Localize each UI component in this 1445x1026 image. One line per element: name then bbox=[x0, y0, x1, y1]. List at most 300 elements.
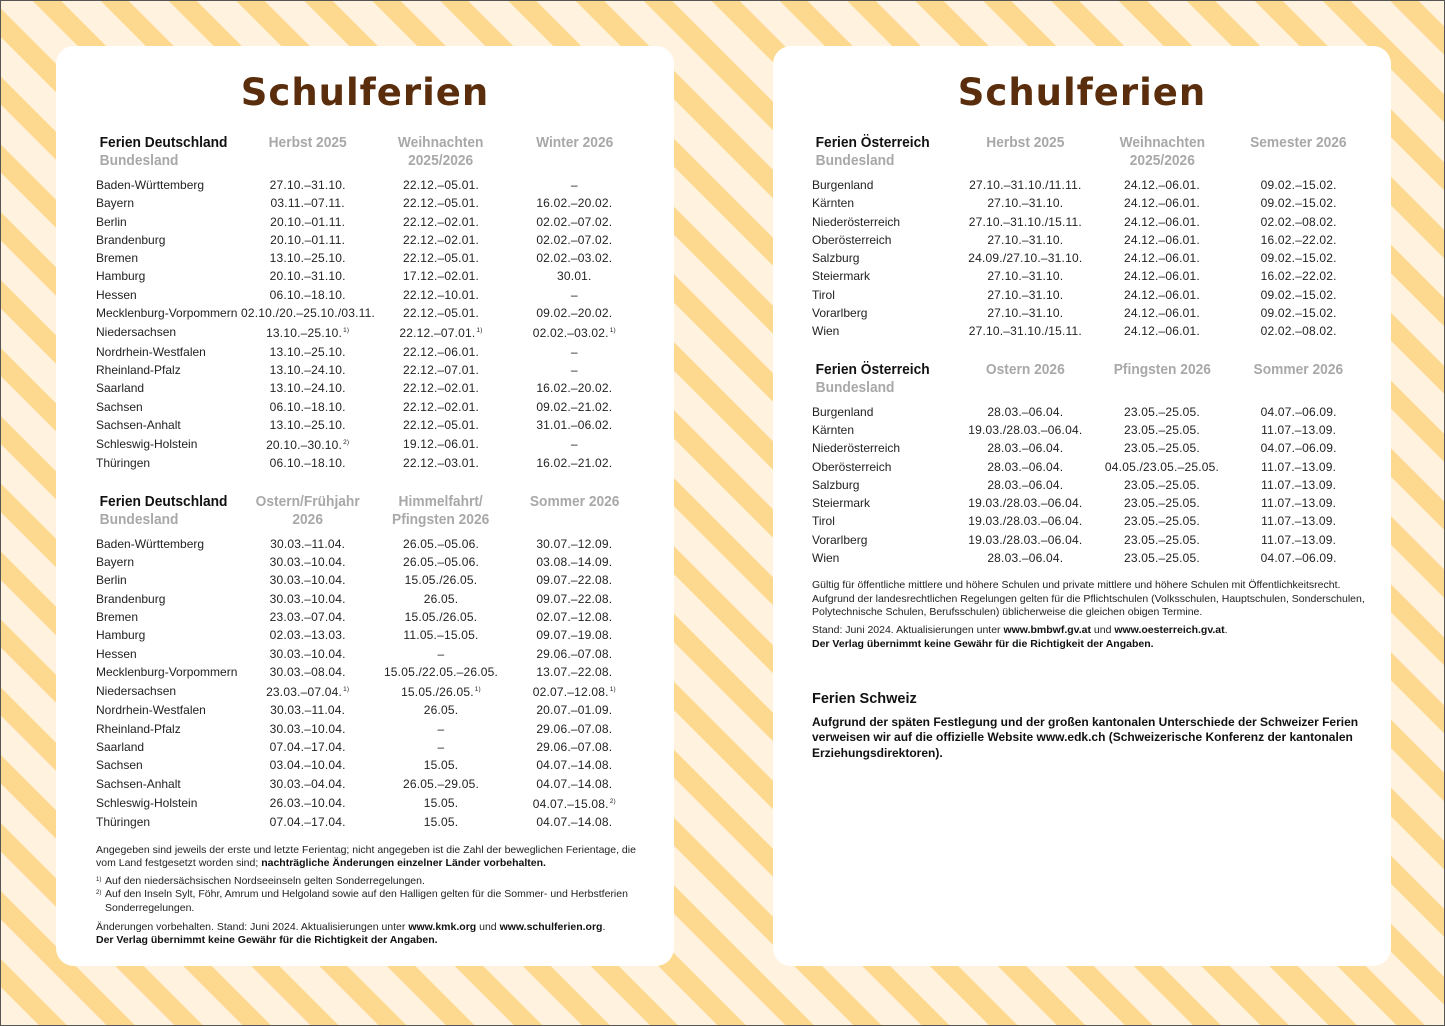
holiday-dates: 03.08.–14.09. bbox=[536, 555, 613, 570]
table-row bbox=[96, 194, 641, 212]
state-name: Steiermark bbox=[812, 269, 871, 284]
table-row bbox=[812, 249, 1367, 267]
holiday-dates: 27.10.–31.10. bbox=[987, 269, 1064, 284]
holiday-dates: 16.02.–20.02. bbox=[536, 196, 613, 211]
holiday-dates: 30.03.–08.04. bbox=[269, 664, 346, 679]
state-name: Kärnten bbox=[812, 196, 855, 211]
holiday-dates: 27.10.–31.10. bbox=[269, 178, 346, 192]
holiday-dates: 22.12.–02.01. bbox=[402, 381, 479, 396]
column-header: Sommer 2026 bbox=[529, 493, 620, 510]
table-row bbox=[96, 756, 641, 774]
table-row bbox=[96, 213, 641, 231]
holiday-dates: 22.12.–02.01. bbox=[402, 399, 479, 414]
holiday-dates: – bbox=[570, 437, 578, 452]
holiday-dates: 19.03./28.03.–06.04. bbox=[968, 496, 1083, 511]
state-name: Brandenburg bbox=[96, 232, 166, 247]
table-row bbox=[96, 454, 641, 472]
holiday-dates: 24.12.–06.01. bbox=[1123, 196, 1200, 211]
holiday-dates: 24.12.–06.01. bbox=[1123, 324, 1200, 339]
holiday-dates: 17.12.–02.01. bbox=[402, 269, 479, 284]
column-header: Semester 2026 bbox=[1250, 135, 1347, 151]
table-header-row bbox=[96, 134, 641, 176]
table-row bbox=[812, 458, 1367, 476]
holiday-dates: 15.05./26.05. bbox=[404, 573, 478, 588]
column-header: Himmelfahrt/ Pfingsten 2026 bbox=[392, 493, 490, 528]
holiday-dates: 11.07.–13.09. bbox=[1261, 422, 1337, 437]
holiday-dates: 02.03.–13.03. bbox=[269, 628, 346, 643]
state-name: Salzburg bbox=[812, 477, 860, 492]
holiday-dates: 26.05.–05.06. bbox=[402, 536, 479, 551]
holiday-dates: 15.05./26.05.$^{1)}$ bbox=[401, 685, 481, 700]
table-row bbox=[812, 476, 1367, 494]
holiday-dates: 02.07.–12.08. bbox=[536, 609, 613, 624]
holiday-dates: 04.07.–06.09. bbox=[1260, 441, 1337, 456]
holiday-dates: 15.05. bbox=[423, 795, 459, 810]
holiday-dates: 24.12.–06.01. bbox=[1123, 287, 1200, 302]
holiday-dates: 29.06.–07.08. bbox=[536, 740, 613, 755]
state-name: Thüringen bbox=[96, 456, 151, 471]
state-name: Oberösterreich bbox=[812, 232, 892, 247]
holiday-dates: 24.12.–06.01. bbox=[1123, 232, 1200, 247]
holiday-dates: 30.03.–10.04. bbox=[269, 646, 346, 661]
table-header-row bbox=[812, 134, 1367, 176]
page-title: Schulferien bbox=[957, 71, 1207, 114]
holiday-dates: 23.05.–25.05. bbox=[1123, 404, 1200, 419]
holiday-dates: 09.07.–19.08. bbox=[536, 628, 613, 643]
table-row bbox=[812, 231, 1367, 249]
holiday-dates: 09.02.–21.02. bbox=[536, 399, 613, 414]
holiday-dates: 28.03.–06.04. bbox=[987, 404, 1064, 419]
holiday-dates: 30.03.–10.04. bbox=[269, 573, 346, 588]
table-row bbox=[96, 645, 641, 663]
table-row bbox=[812, 213, 1367, 231]
column-header: Herbst 2025 bbox=[268, 135, 347, 151]
holiday-dates: 06.10.–18.10. bbox=[269, 456, 346, 471]
holiday-dates: 30.03.–10.04. bbox=[269, 555, 346, 570]
state-name: Niederösterreich bbox=[812, 214, 901, 229]
state-name: Bremen bbox=[96, 609, 139, 624]
state-name: Nordrhein-Westfalen bbox=[96, 344, 206, 359]
holiday-dates: 04.07.–14.08. bbox=[536, 776, 613, 791]
swiss-section-title: Ferien Schweiz bbox=[812, 690, 917, 707]
holiday-dates: 24.12.–06.01. bbox=[1123, 214, 1200, 229]
holiday-dates: 23.03.–07.04. bbox=[269, 609, 346, 624]
holiday-dates: 28.03.–06.04. bbox=[987, 459, 1064, 474]
table-row bbox=[96, 793, 641, 813]
state-name: Baden-Württemberg bbox=[96, 536, 205, 551]
holiday-dates: 16.02.–22.02. bbox=[1260, 232, 1337, 247]
holiday-dates: – bbox=[570, 344, 578, 359]
holiday-dates: 24.12.–06.01. bbox=[1123, 251, 1200, 266]
table-row bbox=[96, 379, 641, 397]
column-header: Herbst 2025 bbox=[986, 135, 1065, 151]
austria-panel bbox=[773, 46, 1391, 966]
holiday-dates: 26.03.–10.04. bbox=[269, 795, 346, 810]
holiday-dates: 31.01.–06.02. bbox=[536, 417, 613, 432]
holiday-dates: 13.10.–25.10. bbox=[269, 251, 346, 266]
disclaimer: Der Verlag übernimmt keine Gewähr für die Richtigkeit der Angaben. bbox=[812, 637, 1154, 650]
holiday-dates: 28.03.–06.04. bbox=[987, 477, 1064, 492]
holiday-dates: 28.03.–06.04. bbox=[987, 551, 1064, 566]
holiday-dates: 04.05./23.05.–25.05. bbox=[1104, 459, 1220, 474]
table-row bbox=[96, 701, 641, 719]
disclaimer: Der Verlag übernimmt keine Gewähr für die Richtigkeit der Angaben. bbox=[96, 934, 438, 947]
holiday-dates: 02.07.–12.08.$^{1)}$ bbox=[532, 685, 616, 700]
holiday-dates: 15.05. bbox=[423, 815, 459, 830]
holiday-dates: 02.10./20.–25.10./03.11. bbox=[241, 306, 376, 321]
holiday-dates: 24.12.–06.01. bbox=[1123, 306, 1200, 321]
germany-table-autumn-winter bbox=[96, 134, 641, 473]
holiday-dates: – bbox=[437, 740, 445, 755]
holiday-dates: 02.02.–08.02. bbox=[1260, 324, 1337, 339]
holiday-dates: 04.07.–06.09. bbox=[1260, 551, 1337, 566]
table-row bbox=[96, 304, 641, 322]
footnote-mark: 1) bbox=[476, 327, 483, 335]
holiday-dates: 27.10.–31.10. bbox=[987, 196, 1064, 211]
state-name: Hessen bbox=[96, 646, 137, 661]
holiday-dates: 09.07.–22.08. bbox=[536, 591, 613, 606]
holiday-dates: 20.07.–01.09. bbox=[536, 703, 613, 718]
state-name: Niedersachsen bbox=[96, 325, 177, 340]
holiday-dates: 23.03.–07.04.$^{1)}$ bbox=[266, 685, 350, 700]
link-bmbwf[interactable]: www.bmbwf.gv.at bbox=[1003, 624, 1091, 637]
holiday-dates: 15.05./26.05. bbox=[404, 609, 478, 624]
holiday-dates: 20.10.–31.10. bbox=[269, 269, 346, 284]
table-row bbox=[812, 512, 1367, 530]
holiday-dates: 22.12.–05.01. bbox=[402, 306, 479, 321]
holiday-dates: 13.07.–22.08. bbox=[536, 664, 613, 679]
holiday-dates: 09.02.–15.02. bbox=[1260, 306, 1337, 321]
holiday-dates: 24.12.–06.01. bbox=[1123, 269, 1200, 284]
table-row bbox=[812, 531, 1367, 549]
table-row bbox=[812, 549, 1367, 567]
germany-content bbox=[96, 134, 641, 953]
footnote-2: 2) Auf den Inseln Sylt, Föhr, Amrum und Helgoland sowie auf den Halligen gelten für die Sommer- und Herbstferien Sonderregelungen. bbox=[96, 888, 628, 914]
holiday-dates: 04.07.–14.08. bbox=[536, 758, 613, 773]
holiday-dates: 02.02.–03.02. bbox=[536, 251, 613, 266]
holiday-dates: 16.02.–22.02. bbox=[1260, 269, 1337, 284]
holiday-dates: 30.03.–10.04. bbox=[269, 591, 346, 606]
state-name: Wien bbox=[812, 324, 840, 339]
holiday-dates: 20.10.–30.10.$^{2)}$ bbox=[266, 438, 350, 453]
footnote-1: 1) Auf den niedersächsischen Nordseeinseln gelten Sonderregelungen. bbox=[96, 875, 425, 888]
holiday-dates: 22.12.–05.01. bbox=[402, 251, 479, 266]
holiday-dates: 15.05. bbox=[423, 758, 459, 773]
holiday-dates: 11.05.–15.05. bbox=[403, 628, 479, 643]
germany-panel bbox=[56, 46, 674, 966]
swiss-section-text: Aufgrund der späten Festlegung und der großen kantonalen Unterschiede der Schweizer Ferien verweisen wir auf die offizielle Website www.edk.ch (Schweizerische Konferenz der kantonalen Erziehungsdirektoren). bbox=[812, 714, 1359, 760]
stand-note: Stand: Juni 2024. Aktualisierungen unter www.bmbwf.gv.at und www.oesterreich.gv.at. Der Verlag übernimmt keine Gewähr für die Richtigkeit der Angaben. bbox=[812, 624, 1228, 650]
holiday-dates: 04.07.–14.08. bbox=[536, 815, 613, 830]
state-name: Burgenland bbox=[812, 404, 874, 419]
column-header-bundesland: Ferien Österreich Bundesland bbox=[815, 135, 930, 169]
holiday-dates: 02.02.–08.02. bbox=[1260, 214, 1337, 229]
state-name: Bremen bbox=[96, 251, 139, 266]
holiday-dates: – bbox=[570, 362, 578, 377]
holiday-dates: 23.05.–25.05. bbox=[1123, 477, 1200, 492]
footnote-mark: 1) bbox=[609, 686, 616, 694]
holiday-dates: 19.12.–06.01. bbox=[402, 437, 479, 452]
holiday-dates: 02.02.–07.02. bbox=[536, 214, 613, 229]
holiday-dates: 28.03.–06.04. bbox=[987, 441, 1064, 456]
austria-notes bbox=[812, 579, 1367, 650]
state-name: Sachsen-Anhalt bbox=[96, 776, 181, 791]
table-row bbox=[96, 434, 641, 454]
table-row bbox=[96, 663, 641, 681]
holiday-dates: 26.05.–29.05. bbox=[402, 776, 479, 791]
holiday-dates: 23.05.–25.05. bbox=[1123, 422, 1200, 437]
state-name: Mecklenburg-Vorpommern bbox=[96, 664, 238, 679]
holiday-dates: 02.02.–07.02. bbox=[536, 232, 613, 247]
holiday-dates: 11.07.–13.09. bbox=[1261, 496, 1337, 511]
state-name: Oberösterreich bbox=[812, 459, 892, 474]
table-row bbox=[96, 267, 641, 285]
germany-table-spring-summer bbox=[96, 493, 641, 832]
state-name: Sachsen-Anhalt bbox=[96, 417, 181, 432]
holiday-dates: 22.12.–07.01.$^{1)}$ bbox=[399, 326, 483, 341]
holiday-dates: 22.12.–03.01. bbox=[402, 456, 479, 471]
state-name: Rheinland-Pfalz bbox=[96, 362, 181, 377]
table-row bbox=[96, 231, 641, 249]
holiday-dates: 23.05.–25.05. bbox=[1123, 496, 1200, 511]
column-header: Pfingsten 2026 bbox=[1113, 361, 1211, 378]
holiday-dates: 30.01. bbox=[557, 269, 592, 284]
table-row bbox=[812, 322, 1367, 340]
table-row bbox=[96, 720, 641, 738]
state-name: Niederösterreich bbox=[812, 441, 901, 456]
state-name: Tirol bbox=[812, 514, 835, 529]
holiday-dates: 13.10.–25.10. bbox=[269, 344, 346, 359]
holiday-dates: 07.04.–17.04. bbox=[269, 815, 346, 830]
footnote-mark: 1) bbox=[474, 686, 481, 694]
holiday-dates: 26.05. bbox=[423, 591, 459, 606]
holiday-dates: 11.07.–13.09. bbox=[1261, 477, 1337, 492]
holiday-dates: – bbox=[437, 646, 445, 661]
state-name: Berlin bbox=[96, 214, 127, 229]
holiday-dates: 30.07.–12.09. bbox=[536, 536, 613, 551]
holiday-dates: 22.12.–05.01. bbox=[402, 417, 479, 432]
holiday-dates: 23.05.–25.05. bbox=[1123, 514, 1200, 529]
holiday-dates: – bbox=[570, 287, 578, 302]
holiday-dates: 02.02.–03.02.$^{1)}$ bbox=[532, 326, 616, 341]
state-name: Wien bbox=[812, 551, 840, 566]
holiday-dates: 27.10.–31.10. bbox=[987, 287, 1064, 302]
state-name: Steiermark bbox=[812, 496, 871, 511]
holiday-dates: 19.03./28.03.–06.04. bbox=[968, 514, 1083, 529]
state-name: Tirol bbox=[812, 287, 835, 302]
holiday-dates: 06.10.–18.10. bbox=[269, 287, 346, 302]
column-header: Ostern/Frühjahr 2026 bbox=[255, 493, 360, 528]
holiday-dates: 30.03.–10.04. bbox=[269, 721, 346, 736]
state-name: Berlin bbox=[96, 573, 127, 588]
state-name: Sachsen bbox=[96, 399, 143, 414]
holiday-dates: 23.05.–25.05. bbox=[1123, 551, 1200, 566]
state-name: Rheinland-Pfalz bbox=[96, 721, 181, 736]
state-name: Baden-Württemberg bbox=[96, 178, 205, 192]
holiday-dates: 22.12.–10.01. bbox=[402, 287, 479, 302]
holiday-dates: 24.12.–06.01. bbox=[1123, 178, 1200, 192]
table-row bbox=[96, 608, 641, 626]
holiday-dates: 22.12.–07.01. bbox=[402, 362, 479, 377]
holiday-dates: 20.10.–01.11. bbox=[270, 232, 346, 247]
table-row bbox=[96, 416, 641, 434]
holiday-dates: 30.03.–11.04. bbox=[270, 703, 346, 718]
holiday-dates: 07.04.–17.04. bbox=[269, 740, 346, 755]
holiday-dates: 13.10.–25.10.$^{1)}$ bbox=[266, 326, 350, 341]
holiday-dates: 16.02.–20.02. bbox=[536, 381, 613, 396]
holiday-dates: 23.05.–25.05. bbox=[1123, 532, 1200, 547]
holiday-dates: 09.02.–15.02. bbox=[1260, 178, 1337, 192]
table-row bbox=[96, 322, 641, 342]
table-row bbox=[96, 738, 641, 756]
column-header-bundesland: Ferien Deutschland Bundesland bbox=[99, 135, 228, 169]
footnote-mark: 2) bbox=[343, 439, 350, 447]
state-name: Hessen bbox=[96, 287, 137, 302]
holiday-dates: 11.07.–13.09. bbox=[1261, 514, 1337, 529]
holiday-dates: 09.02.–15.02. bbox=[1260, 251, 1337, 266]
footnote-mark: 1) bbox=[609, 327, 616, 335]
link-kmk[interactable]: www.kmk.org bbox=[408, 920, 477, 933]
table-row bbox=[812, 421, 1367, 439]
validity-note: Gültig für öffentliche mittlere und höhere Schulen und private mittlere und höhere Schulen mit Öffentlichkeitsrecht. Aufgrund der landesrechtlichen Regelungen gelten für die Pflichtschulen (Volksschulen, Hauptschulen, Sonderschulen, Polytechnische Schulen, Berufsschulen) üblicherweise die gleichen obigen Termine. bbox=[812, 579, 1365, 618]
state-name: Niedersachsen bbox=[96, 684, 177, 699]
state-name: Saarland bbox=[96, 740, 145, 755]
footnote-mark: 2) bbox=[609, 797, 616, 805]
table-row bbox=[96, 176, 641, 194]
table-row bbox=[96, 553, 641, 571]
table-row bbox=[812, 267, 1367, 285]
holiday-dates: 20.10.–01.11. bbox=[270, 214, 346, 229]
holiday-dates: 19.03./28.03.–06.04. bbox=[968, 422, 1083, 437]
page-title: Schulferien bbox=[240, 71, 490, 114]
holiday-dates: 04.07.–15.08.$^{2)}$ bbox=[532, 796, 616, 811]
state-name: Vorarlberg bbox=[812, 532, 868, 547]
state-name: Saarland bbox=[96, 381, 145, 396]
holiday-dates: 27.10.–31.10./15.11. bbox=[968, 214, 1082, 229]
holiday-dates: 27.10.–31.10./11.11. bbox=[969, 178, 1082, 192]
intro-note: Angegeben sind jeweils der erste und letzte Ferientag; nicht angegeben ist die Zahl der beweglichen Ferientage, die vom Land festgesetzt worden sind; nachträgliche Änderungen einzelner Länder vorbehalten. bbox=[96, 843, 636, 869]
state-name: Burgenland bbox=[812, 178, 874, 192]
holiday-dates: 09.02.–15.02. bbox=[1260, 287, 1337, 302]
stand-note: Änderungen vorbehalten. Stand: Juni 2024. Aktualisierungen unter www.kmk.org und www.schulferien.org. Der Verlag übernimmt keine Gewähr für die Richtigkeit der Angaben. bbox=[96, 920, 606, 947]
table-row bbox=[96, 571, 641, 589]
table-row bbox=[812, 286, 1367, 304]
state-name: Schleswig-Holstein bbox=[96, 437, 198, 452]
table-row bbox=[96, 535, 641, 553]
state-name: Thüringen bbox=[96, 815, 151, 830]
holiday-dates: 30.03.–11.04. bbox=[270, 536, 346, 551]
holiday-dates: 24.09./27.10.–31.10. bbox=[968, 251, 1083, 266]
state-name: Brandenburg bbox=[96, 591, 166, 606]
holiday-dates: 29.06.–07.08. bbox=[536, 646, 613, 661]
state-name: Kärnten bbox=[812, 422, 855, 437]
table-row bbox=[812, 403, 1367, 421]
column-header: Weihnachten 2025/2026 bbox=[1119, 135, 1205, 169]
state-name: Sachsen bbox=[96, 758, 143, 773]
state-name: Hamburg bbox=[96, 269, 146, 284]
table-row bbox=[812, 304, 1367, 322]
column-header: Weihnachten 2025/2026 bbox=[398, 135, 484, 169]
holiday-dates: 09.02.–15.02. bbox=[1260, 196, 1337, 211]
holiday-dates: 29.06.–07.08. bbox=[536, 721, 613, 736]
holiday-dates: 13.10.–24.10. bbox=[269, 362, 346, 377]
holiday-dates: 26.05. bbox=[423, 703, 459, 718]
column-header-bundesland: Ferien Deutschland Bundesland bbox=[99, 493, 228, 528]
state-name: Vorarlberg bbox=[812, 306, 868, 321]
table-row bbox=[96, 681, 641, 701]
column-header: Ostern 2026 bbox=[985, 361, 1065, 378]
holiday-dates: – bbox=[570, 178, 578, 192]
table-row bbox=[96, 590, 641, 608]
holiday-dates: 27.10.–31.10. bbox=[987, 232, 1064, 247]
holiday-dates: 27.10.–31.10. bbox=[987, 306, 1064, 321]
state-name: Hamburg bbox=[96, 628, 146, 643]
table-row bbox=[812, 194, 1367, 212]
state-name: Bayern bbox=[96, 555, 135, 570]
germany-notes bbox=[96, 844, 641, 948]
holiday-dates: 22.12.–05.01. bbox=[402, 178, 479, 192]
column-header-bundesland: Ferien Österreich Bundesland bbox=[815, 361, 930, 396]
state-name: Salzburg bbox=[812, 251, 860, 266]
table-row bbox=[96, 775, 641, 793]
table-row bbox=[812, 176, 1367, 194]
holiday-dates: 26.05.–05.06. bbox=[402, 555, 479, 570]
holiday-dates: 09.02.–20.02. bbox=[536, 306, 613, 321]
state-name: Schleswig-Holstein bbox=[96, 795, 198, 810]
table-row bbox=[96, 249, 641, 267]
holiday-dates: 22.12.–05.01. bbox=[402, 196, 479, 211]
link-schulferien[interactable]: www.schulferien.org bbox=[499, 920, 603, 933]
table-header-row bbox=[812, 361, 1367, 403]
table-header-row bbox=[96, 493, 641, 535]
holiday-dates: – bbox=[437, 721, 445, 736]
holiday-dates: 15.05./22.05.–26.05. bbox=[383, 664, 499, 679]
holiday-dates: 30.03.–04.04. bbox=[269, 776, 346, 791]
austria-table-autumn-semester bbox=[812, 134, 1367, 341]
table-row bbox=[812, 439, 1367, 457]
holiday-dates: 04.07.–06.09. bbox=[1260, 404, 1337, 419]
table-row bbox=[812, 494, 1367, 512]
table-row bbox=[96, 286, 641, 304]
austria-content bbox=[812, 134, 1367, 761]
state-name: Mecklenburg-Vorpommern bbox=[96, 306, 238, 321]
table-row bbox=[96, 626, 641, 644]
holiday-dates: 22.12.–02.01. bbox=[402, 232, 479, 247]
holiday-dates: 23.05.–25.05. bbox=[1123, 441, 1200, 456]
column-header: Sommer 2026 bbox=[1253, 361, 1344, 378]
holiday-dates: 03.04.–10.04. bbox=[269, 758, 346, 773]
holiday-dates: 09.07.–22.08. bbox=[536, 573, 613, 588]
holiday-dates: 13.10.–25.10. bbox=[269, 417, 346, 432]
table-row bbox=[96, 361, 641, 379]
state-name: Bayern bbox=[96, 196, 135, 211]
holiday-dates: 22.12.–06.01. bbox=[402, 344, 479, 359]
austria-table-spring-summer bbox=[812, 361, 1367, 568]
link-oesterreich[interactable]: www.oesterreich.gv.at bbox=[1114, 624, 1225, 637]
table-row bbox=[96, 398, 641, 416]
table-row bbox=[96, 813, 641, 831]
column-header: Winter 2026 bbox=[535, 135, 613, 151]
table-row bbox=[96, 343, 641, 361]
holiday-dates: 11.07.–13.09. bbox=[1261, 532, 1337, 547]
holiday-dates: 11.07.–13.09. bbox=[1261, 459, 1337, 474]
holiday-dates: 03.11.–07.11. bbox=[270, 196, 345, 211]
holiday-dates: 06.10.–18.10. bbox=[269, 399, 346, 414]
footnote-mark: 1) bbox=[343, 327, 350, 335]
holiday-dates: 27.10.–31.10./15.11. bbox=[968, 324, 1082, 339]
holiday-dates: 13.10.–24.10. bbox=[269, 381, 346, 396]
footnote-mark: 1) bbox=[343, 686, 350, 694]
